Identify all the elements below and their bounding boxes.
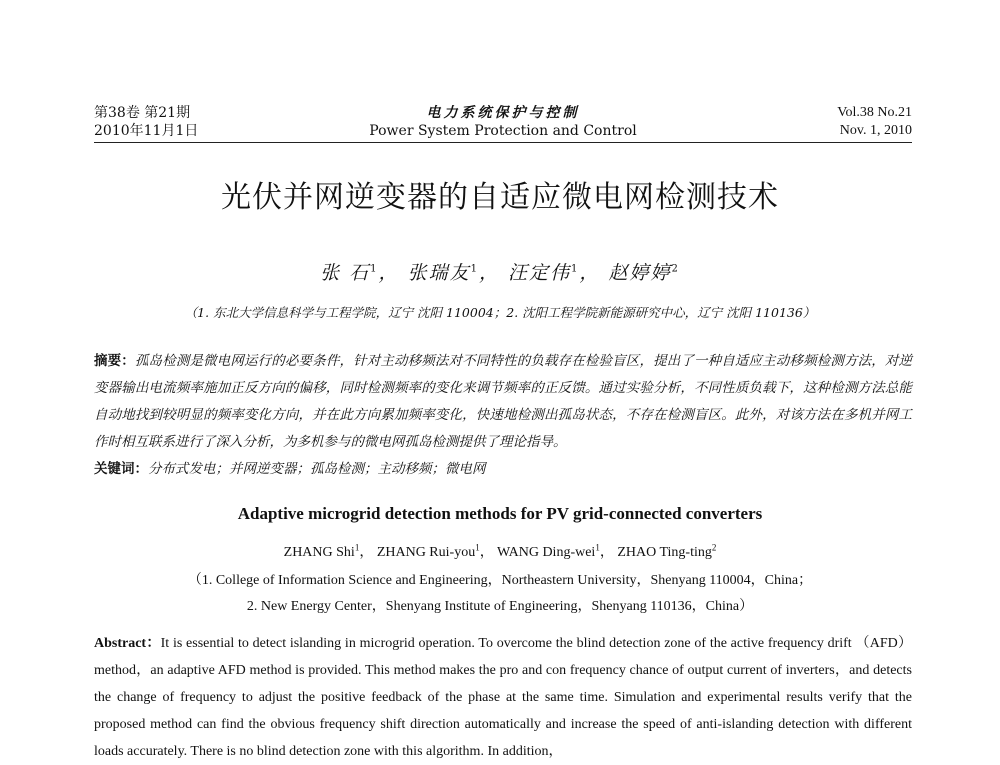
- author-cn: 张瑞友: [407, 262, 471, 284]
- header-right: [837, 104, 912, 140]
- author-cn: 汪定伟: [508, 262, 572, 284]
- author-cn: 赵婷婷: [608, 262, 672, 284]
- journal-name-cn: 电力系统保护与控制: [426, 105, 580, 121]
- authors-en: ZHANG Shi$^1$， ZHANG Rui-you$^1$， WANG Ding-wei$^1$， ZHAO Ting-ting$^2$: [283, 542, 717, 560]
- paper-title-en: Adaptive microgrid detection methods for PV grid-connected converters: [237, 504, 763, 523]
- paper-title-cn: 光伏并网逆变器的自适应微电网检测技术: [221, 180, 779, 215]
- abstract-cn-text: 孤岛检测是微电网运行的必要条件，针对主动移频法对不同特性的负载存在检验盲区，提出了一种自适应主动移频检测方法，对逆变器输出电流频率施加正反方向的偏移，同时检测频率的变化来调节频率的正反馈。通过实验分析，不同性质负载下，这种检测方法总能自动地找到较明显的频率变化方向，并在此方向累加频率变化，快速地检测出孤岛状态，不存在检测盲区。此外，对该方法在多机并网工作时相互联系进行了深入分析，为多机参与的微电网孤岛检测提供了理论指导。: [94, 353, 913, 450]
- abstract-cn-label: 摘要：: [94, 353, 135, 369]
- author-sup: 2: [671, 263, 680, 275]
- author-en: WANG Ding-wei: [496, 545, 596, 560]
- keywords-cn-label: 关键词：: [94, 461, 148, 477]
- date-cn: 2010年11月1日: [94, 123, 199, 139]
- abstract-en: [94, 630, 912, 765]
- affiliation-en-line-1: （1. College of Information Science and Engineering，Northeastern University，Shenyang 110004，China；: [187, 573, 813, 588]
- author-sup: 1: [475, 542, 480, 553]
- author-en: ZHANG Shi: [283, 545, 355, 560]
- abstract-en-label: Abstract：: [94, 636, 161, 651]
- author-en: ZHANG Rui-you: [376, 545, 476, 560]
- affiliation-en-line-2: 2. New Energy Center，Shenyang Institute of Engineering，Shenyang 110136，China）: [246, 599, 754, 614]
- page-header: [94, 104, 912, 144]
- author-sup: 1: [470, 263, 479, 275]
- author-cn: 张 石: [320, 262, 371, 284]
- keywords-cn: [94, 456, 912, 483]
- volume-issue-en: Vol.38 No.21: [837, 105, 912, 120]
- author-en: ZHAO Ting-ting: [617, 545, 712, 560]
- header-rule: [94, 142, 912, 143]
- author-sup: 1: [571, 263, 580, 275]
- keywords-cn-text: 分布式发电；并网逆变器；孤岛检测；主动移频；微电网: [148, 461, 486, 477]
- author-sup: 2: [711, 542, 717, 553]
- authors-cn: 张 石$^1$， 张瑞友$^1$， 汪定伟$^1$， 赵婷婷$^2$: [320, 262, 680, 284]
- abstract-cn: [94, 348, 912, 456]
- author-sup: 1: [370, 263, 379, 275]
- header-center: [94, 104, 912, 140]
- abstract-en-text: It is essential to detect islanding in microgrid operation. To overcome the blind detection zone of the active frequency drift （AFD）method，an adaptive AFD method is provided. This method makes the pro and con frequency chance of output current of inverters，and detects the change of frequency to adjust the positive feedback of the phase at the same time. Simulation and experimental results verify that the proposed method can find the obvious frequency shift direction automatically and increase the speed of anti-islanding detection with different loads accurately. There is no blind detection zone with this algorithm. In addition，: [94, 636, 912, 759]
- journal-name-en: Power System Protection and Control: [369, 123, 637, 139]
- author-sup: 1: [595, 542, 600, 553]
- date-en: Nov. 1, 2010: [839, 123, 912, 138]
- author-sup: 1: [354, 542, 360, 553]
- affiliation-cn: （1. 东北大学信息科学与工程学院，辽宁 沈阳 110004；2. 沈阳工程学院新能源研究中心，辽宁 沈阳 110136）: [184, 305, 816, 320]
- volume-issue-cn: 第38卷 第21期: [94, 105, 191, 121]
- affiliation-en: [0, 568, 1000, 620]
